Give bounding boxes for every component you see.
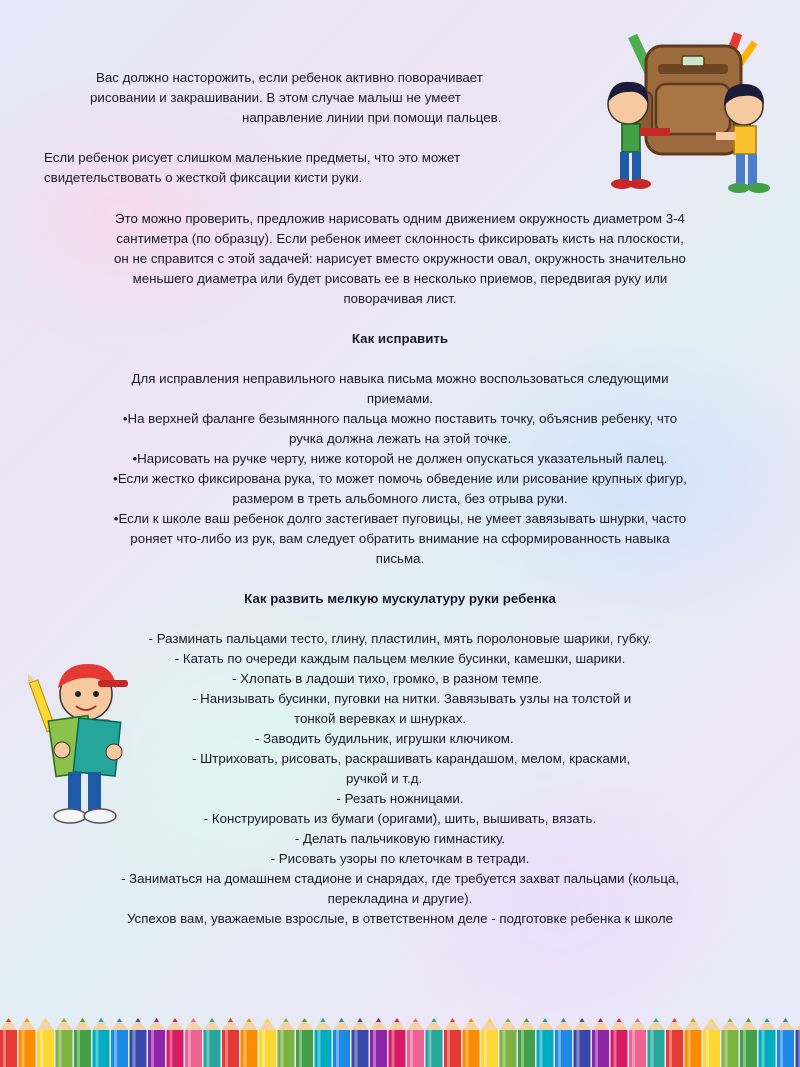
pencil-icon [111,1018,128,1067]
pencil-icon [315,1018,332,1067]
develop-item: тонкой веревках и шнурках. [294,711,467,726]
small-objects-line-2: свидетельствовать о жесткой фиксации кисти руки. [44,170,363,185]
fix-line: письма. [375,551,425,566]
pencil-icon [259,1018,276,1067]
develop-item: ручкой и т.д. [346,771,423,786]
pencil-icon [222,1018,239,1067]
pencil-icon [574,1018,591,1067]
develop-item: - Хлопать в ладоши тихо, громко, в разном темпе. [232,671,543,686]
develop-item: перекладина и другие). [327,891,473,906]
fix-line: ручка должна лежать на этой точке. [288,431,512,446]
pencil-icon [185,1018,202,1067]
develop-item: - Заниматься на домашнем стадионе и снарядах, где требуется захват пальцами (кольца, [120,871,680,886]
pencil-icon [592,1018,609,1067]
pencil-icon [407,1018,424,1067]
pencil-icon [426,1018,443,1067]
fix-line: Для исправления неправильного навыка письма можно воспользоваться следующими [131,371,669,386]
fix-bullet: •Нарисовать на ручке черту, ниже которой не должен опускаться указательный палец. [132,451,668,466]
develop-heading: Как развить мелкую мускулатуру руки ребенка [244,591,556,606]
fix-line: роняет что-либо из рук, вам следует обратить внимание на сформированность навыка [130,531,670,546]
develop-item: - Катать по очереди каждым пальцем мелкие бусинки, камешки, шарики. [174,651,626,666]
small-objects-line-1: Если ребенок рисует слишком маленькие предметы, что это может [44,150,461,165]
pencil-icon [685,1018,702,1067]
fix-line: приемами. [366,391,434,406]
check-line: меньшего диаметра или будет рисовать ее в несколько приемов, передвигая руку или [132,271,668,286]
pencil-icon [148,1018,165,1067]
check-line: Это можно проверить, предложив нарисовать одним движением окружность диаметром 3-4 [115,211,685,226]
pencil-icon [56,1018,73,1067]
pencil-icon [555,1018,572,1067]
pencil-icon [500,1018,517,1067]
pencil-icon [444,1018,461,1067]
pencils-border [0,1018,800,1067]
pencil-icon [796,1018,800,1067]
develop-item: - Делать пальчиковую гимнастику. [294,831,506,846]
pencil-icon [37,1018,54,1067]
pencil-icon [333,1018,350,1067]
pencil-icon [518,1018,535,1067]
closing-line: Успехов вам, уважаемые взрослые, в ответственном деле - подготовке ребенка к школе [126,911,673,926]
pencil-icon [537,1018,554,1067]
pencil-icon [93,1018,110,1067]
pencil-icon [0,1018,17,1067]
intro-line-2: рисовании и закрашивании. В этом случае малыш не умеет [90,90,461,105]
pencil-icon [722,1018,739,1067]
fix-heading: Как исправить [351,331,449,346]
pencil-icon [370,1018,387,1067]
pencil-icon [703,1018,720,1067]
pencil-icon [666,1018,683,1067]
pencil-icon [19,1018,36,1067]
fix-bullet: •На верхней фаланге безымянного пальца можно поставить точку, объяснив ребенку, что [122,411,678,426]
develop-item: - Разминать пальцами тесто, глину, пластилин, мять поролоновые шарики, губку. [148,631,652,646]
pencil-icon [481,1018,498,1067]
pencil-icon [759,1018,776,1067]
pencil-icon [241,1018,258,1067]
pencil-icon [389,1018,406,1067]
pencil-icon [648,1018,665,1067]
kids-with-backpack-illustration [596,24,786,204]
develop-item: - Нанизывать бусинки, пуговки на нитки. Завязывать узлы на толстой и [192,691,632,706]
pencil-icon [296,1018,313,1067]
develop-item: - Заводить будильник, игрушки ключиком. [255,731,514,746]
pencil-icon [611,1018,628,1067]
pencil-icon [204,1018,221,1067]
develop-item: - Штриховать, рисовать, раскрашивать карандашом, мелом, красками, [192,751,631,766]
check-line: поворачивая лист. [343,291,457,306]
pencil-icon [74,1018,91,1067]
develop-item: - Резать ножницами. [336,791,464,806]
check-line: он не справится с этой задачей: нарисует вместо окружности овал, окружность значительно [114,251,686,266]
fix-line: размером в треть альбомного листа, без отрыва руки. [232,491,568,506]
intro-line-3: направление линии при помощи пальцев. [242,110,502,125]
pencil-icon [278,1018,295,1067]
intro-line-1: Вас должно насторожить, если ребенок активно поворачивает [96,70,483,85]
pencil-icon [463,1018,480,1067]
pencil-icon [740,1018,757,1067]
pencil-icon [629,1018,646,1067]
fix-bullet: •Если жестко фиксирована рука, то может помочь обведение или рисование крупных фигур, [113,471,687,486]
develop-item: - Конструировать из бумаги (оригами), шить, вышивать, вязать. [203,811,597,826]
check-line: сантиметра (по образцу). Если ребенок имеет склонность фиксировать кисть на плоскости, [116,231,684,246]
develop-item: - Рисовать узоры по клеточкам в тетради. [270,851,530,866]
pencil-icon [777,1018,794,1067]
pencil-icon [167,1018,184,1067]
pencil-icon [130,1018,147,1067]
fix-bullet: •Если к школе ваш ребенок долго застегивает пуговицы, не умеет завязывать шнурки, часто [113,511,687,526]
pencil-icon [352,1018,369,1067]
